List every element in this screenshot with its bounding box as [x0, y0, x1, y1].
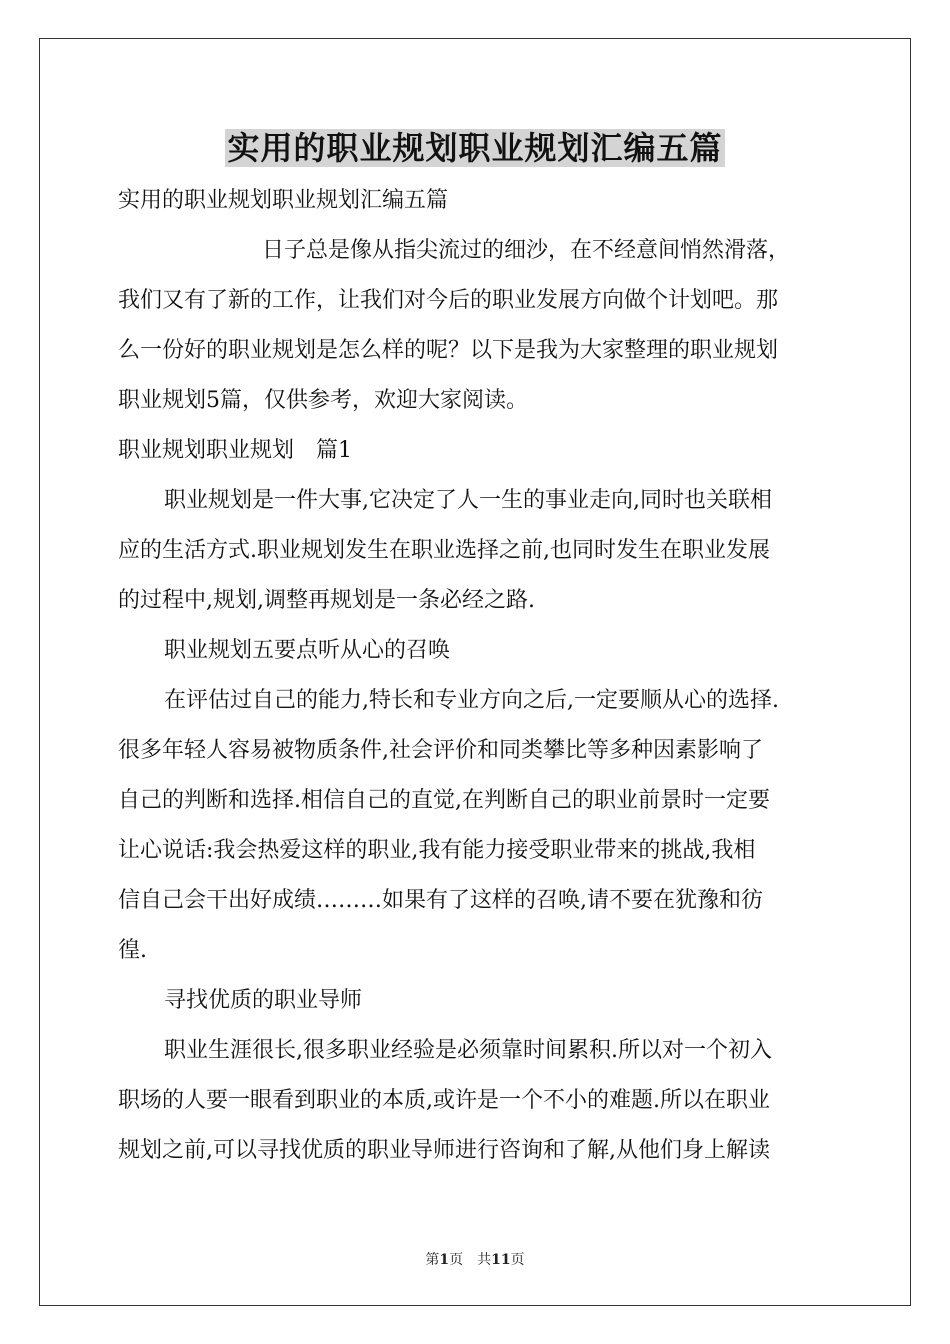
subheading-1: 职业规划五要点听从心的召唤 [164, 638, 451, 663]
footer-prefix: 第 [425, 1252, 440, 1268]
body-line-3: 的过程中,规划,调整再规划是一条必经之路. [118, 588, 535, 613]
section-heading-1: 职业规划职业规划 篇1 [118, 438, 352, 463]
body-line-9: 徨. [118, 938, 147, 963]
intro-line-3: 么一份好的职业规划是怎么样的呢？以下是我为大家整理的职业规划 [118, 338, 779, 363]
body-line-7: 让心说话:我会热爱这样的职业,我有能力接受职业带来的挑战,我相 [118, 838, 756, 863]
intro-line-1: 日子总是像从指尖流过的细沙，在不经意间悄然滑落， [262, 238, 791, 263]
body-line-8: 信自己会干出好成绩………如果有了这样的召唤,请不要在犹豫和彷 [118, 888, 763, 913]
intro-line-4: 职业规划5篇，仅供参考，欢迎大家阅读。 [118, 388, 528, 413]
subtitle-line: 实用的职业规划职业规划汇编五篇 [118, 188, 449, 213]
footer-page-number: 1 [439, 1252, 450, 1268]
body-line-12: 规划之前,可以寻找优质的职业导师进行咨询和了解,从他们身上解读 [118, 1138, 770, 1163]
subheading-2: 寻找优质的职业导师 [164, 988, 363, 1013]
footer-suffix: 页 [510, 1252, 525, 1268]
body-line-1: 职业规划是一件大事,它决定了人一生的事业走向,同时也关联相 [164, 488, 772, 513]
document-title: 实用的职业规划职业规划汇编五篇 [227, 129, 723, 167]
document-title-block [0, 126, 950, 170]
body-line-6: 自己的判断和选择.相信自己的直觉,在判断自己的职业前景时一定要 [118, 788, 770, 813]
body-line-10: 职业生涯很长,很多职业经验是必须靠时间累积.所以对一个初入 [164, 1038, 772, 1063]
body-line-11: 职场的人要一眼看到职业的本质,或许是一个不小的难题.所以在职业 [118, 1088, 770, 1113]
page-footer [0, 1250, 950, 1270]
body-line-5: 很多年轻人容易被物质条件,社会评价和同类攀比等多种因素影响了 [118, 738, 763, 763]
footer-middle: 页 共 [449, 1252, 492, 1268]
body-line-2: 应的生活方式.职业规划发生在职业选择之前,也同时发生在职业发展 [118, 538, 770, 563]
footer-total-pages: 11 [491, 1252, 511, 1268]
body-line-4: 在评估过自己的能力,特长和专业方向之后,一定要顺从心的选择. [164, 688, 779, 713]
intro-line-2: 我们又有了新的工作，让我们对今后的职业发展方向做个计划吧。那 [118, 288, 779, 313]
